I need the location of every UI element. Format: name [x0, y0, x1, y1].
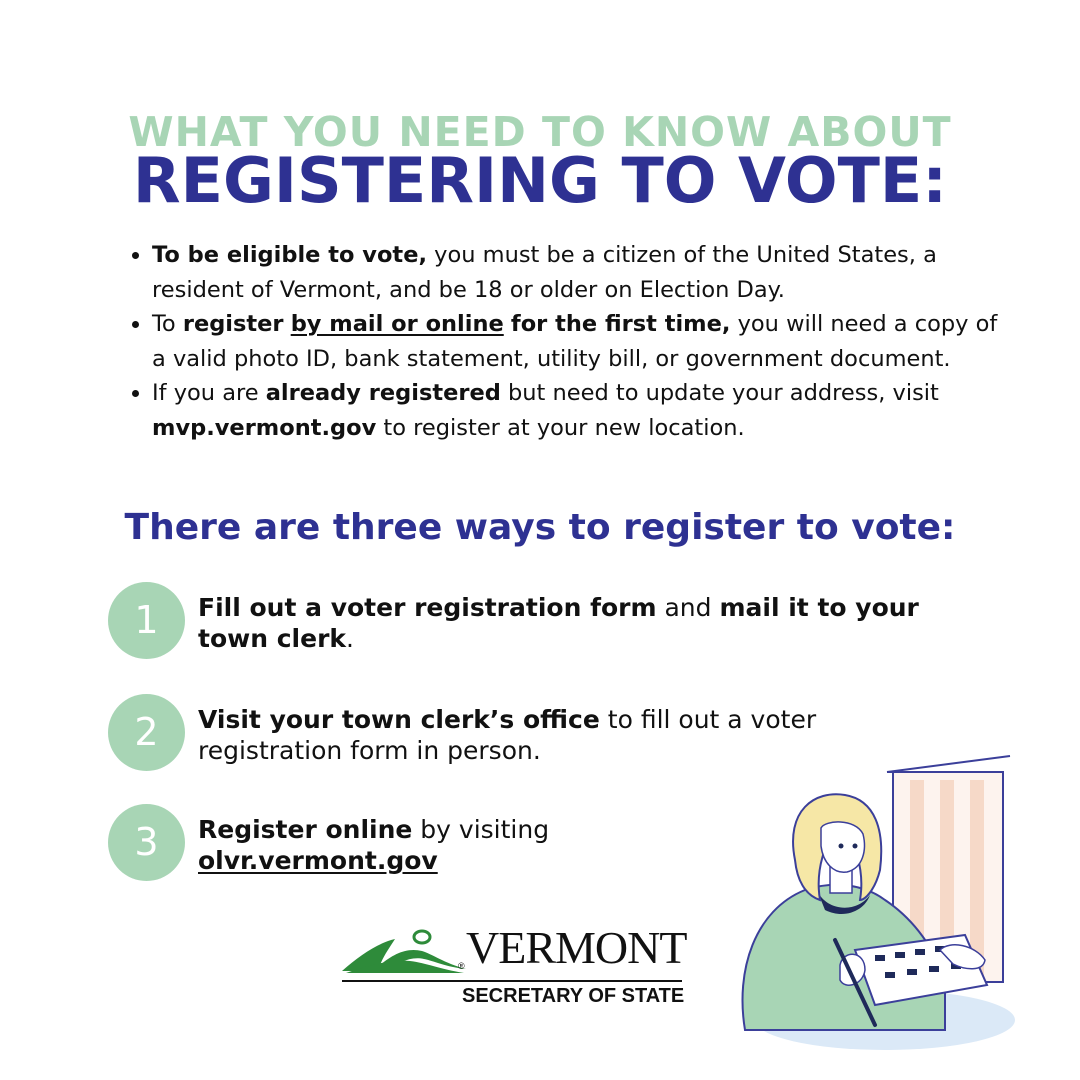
step-plain: and: [656, 593, 720, 622]
step-number-badge: 1: [108, 582, 185, 659]
registered-mark: ®: [458, 961, 465, 971]
logo-wordmark: VERMONT: [466, 922, 687, 973]
bullet-text: you will need a copy of a valid photo ID, bank statement, utility bill, or government document.: [152, 311, 998, 372]
step-number-badge: 2: [108, 694, 185, 771]
list-item-eligibility: [152, 238, 1012, 307]
bullet-text: To: [152, 311, 183, 337]
header-kicker: WHAT YOU NEED TO KNOW ABOUT: [128, 108, 952, 156]
mvp-link[interactable]: mvp.vermont.gov: [152, 414, 377, 441]
bullet-bold-already-registered: already registered: [265, 380, 501, 406]
step-bold: Fill out a voter registration form: [198, 593, 657, 622]
mountain-logo-icon: [340, 925, 470, 977]
bullet-text: If you are: [152, 380, 266, 406]
logo-subtitle: SECRETARY OF STATE: [462, 985, 685, 1007]
list-item-first-time: [152, 307, 1012, 376]
person-filling-ballot-illustration-icon: [725, 750, 1025, 1060]
bullet-bold-register: register: [182, 311, 284, 337]
bullet-bold-lead: To be eligible to vote,: [152, 242, 427, 268]
step-plain: .: [346, 624, 354, 653]
step-text: [198, 592, 958, 654]
bullet-bold-first-time: for the first time,: [510, 311, 731, 337]
olvr-link[interactable]: olvr.vermont.gov: [198, 846, 438, 875]
step-plain: by visiting: [412, 815, 550, 844]
page-title: REGISTERING TO VOTE:: [132, 144, 948, 217]
step-bold: mail it to your town clerk: [198, 593, 919, 653]
bullet-text: but need to update your address, visit: [500, 380, 939, 406]
step-bold: Register online: [198, 815, 413, 844]
step-plain: to fill out a voter registration form in person.: [198, 705, 817, 765]
step-number-badge: 3: [108, 804, 185, 881]
eligibility-list: [126, 238, 1012, 445]
ways-heading: There are three ways to register to vote:: [124, 507, 956, 548]
bullet-text: to register at your new location.: [376, 414, 745, 441]
bullet-text: you must be a citizen of the United States, a resident of Vermont, and be 18 or older on Election Day.: [152, 242, 937, 303]
list-item-already-registered: [152, 376, 1012, 445]
logo-divider: [342, 980, 682, 982]
vermont-sos-logo: [340, 922, 687, 1015]
step-bold: Visit your town clerk’s office: [198, 705, 600, 734]
bullet-underlined-method: by mail or online: [290, 311, 504, 337]
